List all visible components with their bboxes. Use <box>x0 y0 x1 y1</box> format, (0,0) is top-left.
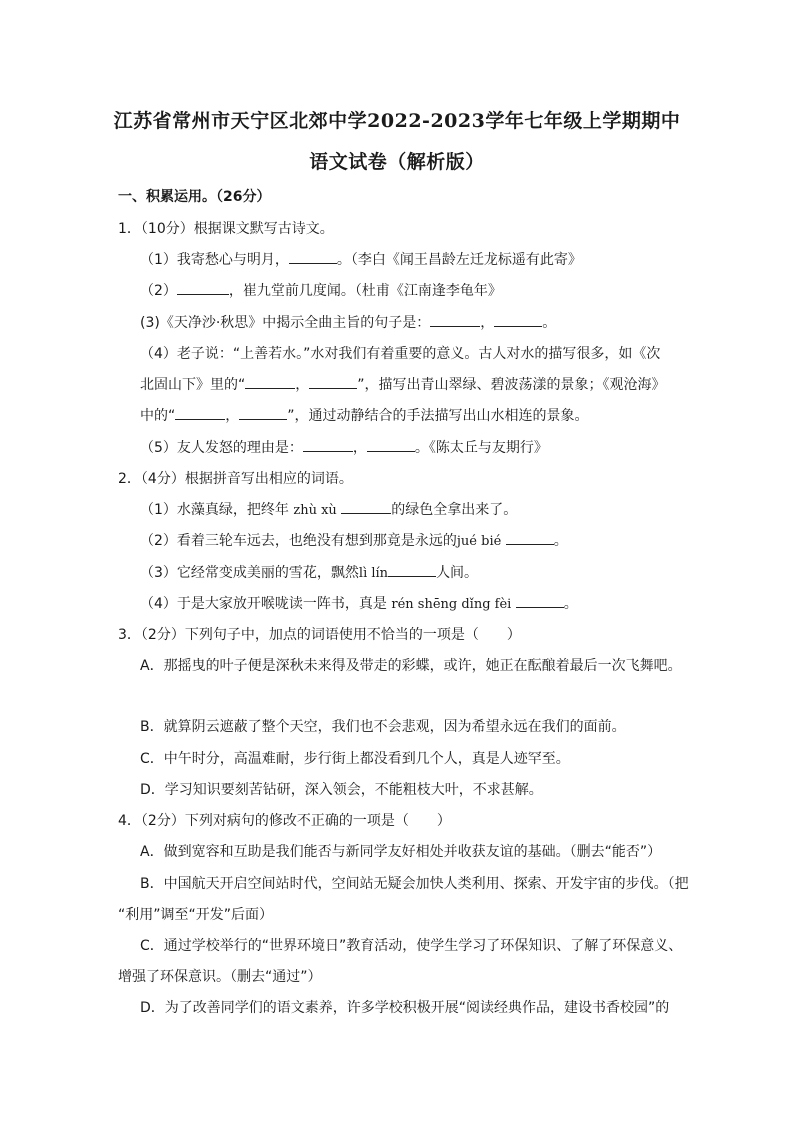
q2-part3: （3）它经常变成美丽的雪花，飘然lì lín 人间。 <box>140 565 479 581</box>
q1-part1: （1）我寄愁心与明月， 。（李白《闻王昌龄左迁龙标遥有此寄》 <box>140 252 582 268</box>
q4-option-c-line2: 增强了环保意识。（删去“通过”） <box>118 969 322 985</box>
document-title-line1: 江苏省常州市天宁区北郊中学2022-2023学年七年级上学期期中 <box>113 110 681 132</box>
pinyin: jué bié <box>456 534 502 549</box>
q3-option-d: D．学习知识要刻苦钻研，深入领会，不能粗枝大叶，不求甚解。 <box>140 782 543 798</box>
q1-part2: （2） ，崔九堂前几度闻。（杜甫《江南逢李龟年》 <box>140 283 502 299</box>
answer-blank <box>245 375 295 389</box>
answer-blank <box>367 438 415 452</box>
q4-option-a: A．做到宽容和互助是我们能否与新同学友好相处并收获友谊的基础。（删去“能否”） <box>140 844 662 860</box>
answer-blank <box>341 500 391 514</box>
q1-part5: （5）友人发怒的理由是： ， 。《陈太丘与友期行》 <box>140 440 548 456</box>
q3-option-c: C．中午时分，高温难耐，步行街上都没看到几个人，真是人迹罕至。 <box>140 751 570 767</box>
answer-blank <box>309 375 357 389</box>
q4-option-d-line1: D．为了改善同学们的语文素养，许多学校积极开展“阅读经典作品，建设书香校园”的 <box>140 1000 670 1016</box>
answer-blank <box>239 406 287 420</box>
q1-stem: 1．（10分）根据课文默写古诗文。 <box>118 221 334 237</box>
q1-part4-line3: 中的“ ， ”，通过动静结合的手法描写出山水相连的景象。 <box>140 408 589 424</box>
q3-option-a: A．那摇曳的叶子便是深秋未来得及带走的彩蝶，或许，她正在酝酿着最后一次飞舞吧。 <box>140 658 682 674</box>
q2-part2: （2）看着三轮车远去，也绝没有想到那竟是永远的jué bié 。 <box>140 533 568 549</box>
pinyin: zhù xù <box>293 503 337 518</box>
q3-stem: 3．（2分）下列句子中，加点的词语使用不恰当的一项是（ ） <box>118 627 521 643</box>
answer-blank <box>177 281 229 295</box>
q4-option-b-line1: B．中国航天开启空间站时代，空间站无疑会加快人类利用、探索、开发宇宙的步伐。（把 <box>140 876 689 892</box>
q1-part4-line1: （4）老子说：“上善若水。”水对我们有着重要的意义。古人对水的描写很多，如《次 <box>140 346 661 362</box>
document-title-line2: 语文试卷（解析版） <box>309 151 485 173</box>
q3-option-b: B．就算阴云遮蔽了整个天空，我们也不会悲观，因为希望永远在我们的面前。 <box>140 719 626 735</box>
answer-blank <box>303 438 353 452</box>
answer-blank <box>388 563 436 577</box>
q2-part4: （4）于是大家放开喉咙读一阵书，真是 rén shēng dǐng fèi 。 <box>140 596 578 612</box>
answer-blank <box>175 406 225 420</box>
q2-stem: 2．（4分）根据拼音写出相应的词语。 <box>118 471 353 487</box>
q4-stem: 4．（2分）下列对病句的修改不正确的一项是（ ） <box>118 813 451 829</box>
q1-part3: (3)《天净沙·秋思》中揭示全曲主旨的句子是： ， 。 <box>140 315 557 331</box>
q4-option-c-line1: C．通过学校举行的“世界环境日”教育活动，使学生学习了环保知识、了解了环保意义、 <box>140 938 683 954</box>
q4-option-b-line2: “利用”调至“开发”后面） <box>118 907 274 923</box>
answer-blank <box>516 594 564 608</box>
answer-blank <box>506 531 554 545</box>
answer-blank <box>430 313 480 327</box>
pinyin: rén shēng dǐng fèi <box>391 597 512 612</box>
pinyin: lì lín <box>358 566 389 581</box>
section-heading: 一、积累运用。（26分） <box>118 189 271 205</box>
q1-part4-line2: 北固山下》里的“ ， ”，描写出青山翠绿、碧波荡漾的景象；《观沧海》 <box>140 377 666 393</box>
q2-part1: （1）水藻真绿，把终年 zhù xù 的绿色全拿出来了。 <box>140 502 518 518</box>
answer-blank <box>494 313 542 327</box>
answer-blank <box>289 250 337 264</box>
